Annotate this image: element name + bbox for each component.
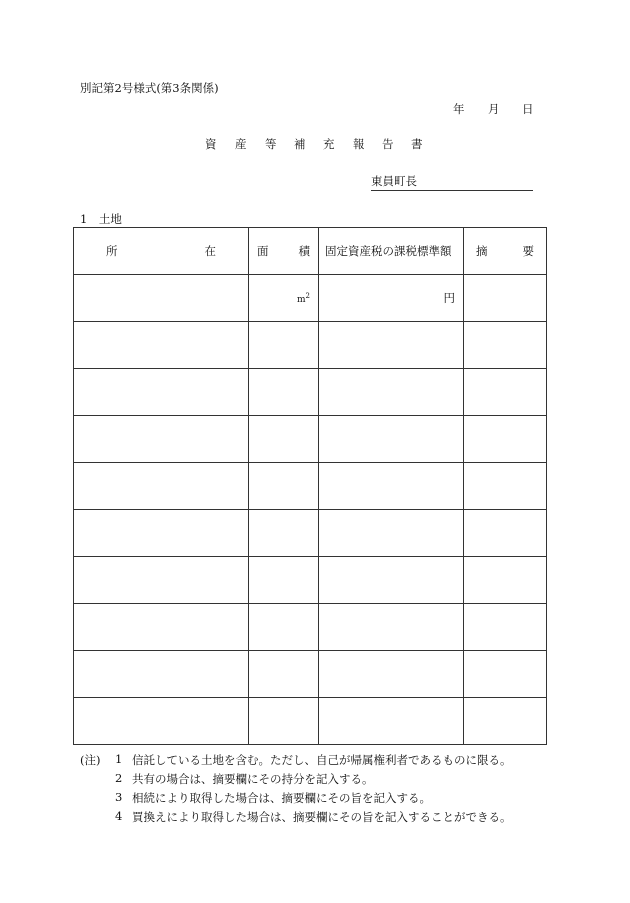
addressee-text: 東員町長: [371, 174, 417, 188]
cell-remarks[interactable]: [464, 416, 547, 463]
cell-tax-base[interactable]: [319, 322, 464, 369]
cell-remarks[interactable]: [464, 557, 547, 604]
cell-area[interactable]: [249, 557, 319, 604]
table-row: [74, 369, 547, 416]
title-char: 充: [323, 137, 335, 151]
cell-tax-base[interactable]: [319, 416, 464, 463]
table-row: [74, 275, 547, 322]
table-row: [74, 604, 547, 651]
table-header-row: [74, 228, 547, 275]
header-char: 所: [106, 244, 118, 258]
date-month: 月: [488, 102, 500, 116]
cell-remarks[interactable]: [464, 698, 547, 745]
date-year: 年: [453, 102, 465, 116]
section-heading: 1 土地: [80, 212, 122, 226]
cell-tax-base[interactable]: [319, 369, 464, 416]
table-row: [74, 557, 547, 604]
cell-tax-base[interactable]: [319, 463, 464, 510]
header-char: 面: [257, 244, 269, 258]
note-num: 3: [115, 790, 123, 804]
cell-location[interactable]: [74, 369, 249, 416]
notes-label: (注): [80, 753, 101, 767]
note-text: 相続により取得した場合は、摘要欄にその旨を記入する。: [132, 791, 431, 805]
cell-tax-base[interactable]: [319, 604, 464, 651]
land-table: [73, 227, 547, 745]
cell-area[interactable]: [249, 604, 319, 651]
table-row: [74, 651, 547, 698]
header-area: [249, 228, 319, 275]
addressee: [371, 173, 533, 191]
cell-location[interactable]: [74, 322, 249, 369]
note-num: 4: [115, 809, 123, 823]
header-char: 積: [298, 244, 310, 258]
cell-location[interactable]: [74, 557, 249, 604]
title-char: 産: [235, 137, 247, 151]
note-text: 買換えにより取得した場合は、摘要欄にその旨を記入することができる。: [132, 810, 512, 824]
table-row: [74, 510, 547, 557]
unit-yen: 円: [443, 291, 455, 305]
cell-area[interactable]: [249, 651, 319, 698]
cell-remarks[interactable]: [464, 322, 547, 369]
cell-tax-base[interactable]: [319, 275, 464, 322]
cell-area[interactable]: [249, 510, 319, 557]
header-text: 固定資産税の課税標準額: [325, 244, 452, 258]
title-char: 補: [294, 137, 306, 151]
cell-location[interactable]: [74, 463, 249, 510]
cell-area[interactable]: [249, 275, 319, 322]
cell-location[interactable]: [74, 416, 249, 463]
form-label: 別記第2号様式(第3条関係): [80, 81, 219, 95]
unit-base: m: [296, 295, 306, 305]
unit-area: [296, 292, 310, 305]
table-row: [74, 322, 547, 369]
cell-area[interactable]: [249, 369, 319, 416]
cell-area[interactable]: [249, 416, 319, 463]
title-char: 書: [411, 137, 423, 151]
title-char: 等: [265, 137, 277, 151]
title-char: 報: [353, 137, 365, 151]
table-row: [74, 416, 547, 463]
note-text: 信託している土地を含む。ただし、自己が帰属権利者であるものに限る。: [132, 753, 512, 767]
cell-remarks[interactable]: [464, 275, 547, 322]
cell-location[interactable]: [74, 698, 249, 745]
cell-remarks[interactable]: [464, 369, 547, 416]
cell-area[interactable]: [249, 463, 319, 510]
title-char: 告: [382, 137, 394, 151]
cell-remarks[interactable]: [464, 510, 547, 557]
header-char: 在: [204, 244, 216, 258]
cell-tax-base[interactable]: [319, 557, 464, 604]
header-char: 摘: [476, 244, 488, 258]
cell-remarks[interactable]: [464, 651, 547, 698]
header-char: 要: [522, 244, 534, 258]
note-text: 共有の場合は、摘要欄にその持分を記入する。: [132, 772, 374, 786]
title-char: 資: [205, 137, 217, 151]
cell-area[interactable]: [249, 322, 319, 369]
cell-location[interactable]: [74, 510, 249, 557]
date-day: 日: [522, 102, 534, 116]
cell-tax-base[interactable]: [319, 510, 464, 557]
cell-area[interactable]: [249, 698, 319, 745]
cell-remarks[interactable]: [464, 463, 547, 510]
note-num: 1: [115, 752, 123, 766]
note-num: 2: [115, 771, 123, 785]
unit-sup: 2: [305, 292, 310, 300]
cell-location[interactable]: [74, 604, 249, 651]
cell-remarks[interactable]: [464, 604, 547, 651]
cell-location[interactable]: [74, 275, 249, 322]
table-row: [74, 698, 547, 745]
header-location: [74, 228, 249, 275]
cell-tax-base[interactable]: [319, 651, 464, 698]
header-tax-base: [319, 228, 464, 275]
cell-tax-base[interactable]: [319, 698, 464, 745]
cell-location[interactable]: [74, 651, 249, 698]
header-remarks: [464, 228, 547, 275]
table-row: [74, 463, 547, 510]
